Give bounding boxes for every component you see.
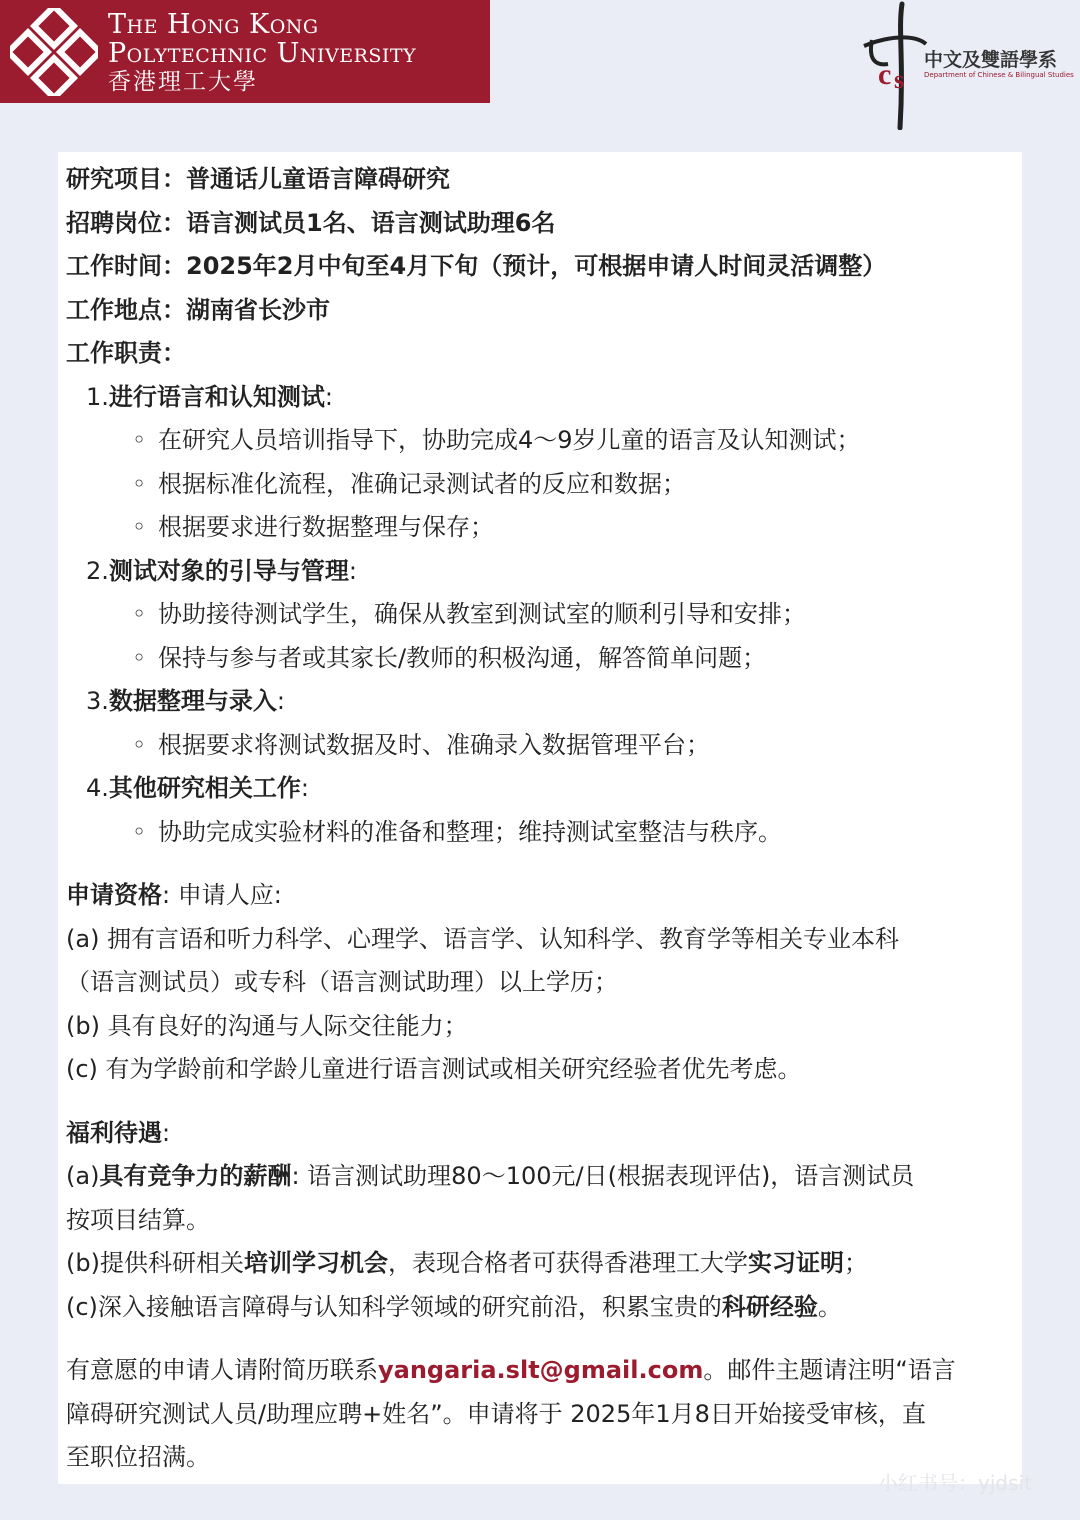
place-value: 湖南省长沙市: [186, 295, 330, 324]
duty-bullet: [66, 593, 1026, 637]
position-row: [66, 202, 1026, 246]
svg-text:c: c: [878, 58, 892, 91]
department-name-en: Department of Chinese & Bilingual Studies: [924, 71, 1074, 79]
project-label: 研究项目：: [66, 165, 186, 193]
duties-heading: 工作职责：: [66, 339, 186, 367]
watermark: 小红书号：yjdsit: [878, 1471, 1032, 1495]
bullet-text: 根据要求将测试数据及时、准确录入数据管理平台；: [158, 730, 710, 759]
duty-bullet: [66, 506, 1026, 550]
benefits-label: 福利待遇: [66, 1118, 162, 1147]
project-row: [66, 158, 1026, 202]
university-name-en-2: Polytechnic University: [108, 38, 417, 69]
duty-3-heading: [66, 680, 1026, 724]
qualification-item: (c) 有为学龄前和学龄儿童进行语言测试或相关研究经验者优先考虑。: [66, 1055, 802, 1083]
bullet-circle-icon: ◦: [132, 469, 147, 498]
contact-email-link[interactable]: yangaria.slt@gmail.com: [378, 1356, 704, 1384]
bullet-circle-icon: ◦: [132, 513, 147, 541]
bullet-text: 保持与参与者或其家长/教师的积极沟通，解答简单问题；: [158, 643, 767, 672]
bullet-text: 根据要求进行数据整理与保存；: [158, 513, 494, 541]
university-name: [108, 10, 416, 96]
position-value: 语言测试员1名、语言测试助理6名: [186, 208, 556, 237]
qualifications-label: 申请资格: [66, 881, 162, 909]
benefit-a-bold: 具有竞争力的薪酬: [99, 1162, 292, 1190]
duty-number: 3.: [86, 687, 109, 715]
duty-4-heading: [66, 767, 1026, 811]
bullet-text: 根据标准化流程，准确记录测试者的反应和数据；: [158, 469, 686, 498]
project-value: 普通话儿童语言障碍研究: [186, 165, 450, 193]
qualification-item: (a) 拥有言语和听力科学、心理学、语言学、认知科学、教育学等相关专业本科: [66, 924, 900, 953]
bullet-circle-icon: ◦: [132, 730, 147, 759]
contact-pre: 有意愿的申请人请附简历联系: [66, 1356, 378, 1384]
contact-line-3: 至职位招满。: [66, 1443, 210, 1471]
duty-bullet: [66, 811, 1026, 855]
bullet-circle-icon: ◦: [132, 426, 147, 454]
contact-line-1: [66, 1349, 1026, 1393]
place-label: 工作地点：: [66, 295, 186, 324]
duty-title: 数据整理与录入: [108, 687, 277, 715]
duty-bullet: [66, 724, 1026, 768]
svg-text:s: s: [894, 65, 905, 94]
benefits-heading: [66, 1112, 1026, 1156]
qualification-item: (b) 具有良好的沟通与人际交往能力；: [66, 1011, 468, 1040]
benefit-item-b: [66, 1242, 1026, 1286]
duty-number: 4.: [86, 774, 109, 802]
benefit-b-end: ；: [843, 1249, 868, 1277]
benefit-c-prefix: (c)深入接触语言障碍与认知科学领域的研究前沿，积累宝贵的: [66, 1292, 722, 1321]
duty-number: 2.: [86, 556, 109, 585]
bullet-circle-icon: ◦: [132, 817, 147, 846]
benefit-item-a-cont: 按项目结算。: [66, 1205, 210, 1234]
benefit-c-bold: 科研经验: [721, 1292, 818, 1321]
benefit-item-a: [66, 1155, 1026, 1199]
time-label: 工作时间：: [66, 252, 186, 280]
benefit-c-end: 。: [817, 1292, 842, 1321]
benefit-b-bold-2: 实习证明: [747, 1249, 844, 1277]
duty-bullet: [66, 463, 1026, 507]
place-row: [66, 289, 1026, 333]
duty-number: 1.: [86, 382, 109, 411]
benefit-a-rest: : 语言测试助理80～100元/日(根据表现评估)，语言测试员: [291, 1162, 915, 1190]
duty-1-heading: [66, 376, 1026, 420]
qualifications-heading: [66, 874, 1026, 918]
bullet-text: 在研究人员培训指导下，协助完成4～9岁儿童的语言及认知测试；: [158, 426, 861, 454]
polyu-logo-icon: [10, 8, 98, 96]
duty-colon: :: [324, 382, 333, 411]
bullet-circle-icon: ◦: [132, 600, 147, 628]
section-spacer: [66, 854, 1026, 874]
university-name-zh: 香港理工大學: [108, 69, 258, 95]
duty-colon: :: [348, 556, 357, 585]
benefit-item-c: [66, 1286, 1026, 1330]
section-spacer: [66, 1092, 1026, 1112]
benefit-b-mid: ，表现合格者可获得香港理工大学: [387, 1249, 748, 1277]
benefit-a-prefix: (a): [66, 1162, 100, 1190]
time-value: 2025年2月中旬至4月下旬（预计，可根据申请人时间灵活调整）: [186, 252, 887, 280]
university-name-en-1: The Hong Kong: [108, 9, 319, 40]
benefits-label-rest: :: [162, 1118, 171, 1147]
duty-colon: :: [276, 687, 285, 715]
contact-post: 。邮件主题请注明“语言: [703, 1356, 956, 1384]
position-label: 招聘岗位：: [66, 208, 186, 237]
duty-bullet: [66, 637, 1026, 681]
qualifications-label-rest: : 申请人应:: [162, 881, 282, 909]
bullet-circle-icon: ◦: [132, 643, 147, 672]
polyu-banner: [0, 0, 490, 103]
duty-bullet: [66, 419, 1026, 463]
time-row: [66, 245, 1026, 289]
duty-2-heading: [66, 550, 1026, 594]
bullet-text: 协助完成实验材料的准备和整理；维持测试室整洁与秩序。: [158, 817, 782, 846]
department-logo: [858, 0, 1073, 130]
benefit-b-prefix: (b)提供科研相关: [66, 1249, 244, 1277]
department-name-zh: 中文及雙語學系: [924, 49, 1058, 71]
qualification-item: （语言测试员）或专科（语言测试助理）以上学历；: [66, 968, 618, 996]
section-spacer: [66, 1329, 1026, 1349]
job-posting: [66, 158, 1026, 1480]
duty-title: 进行语言和认知测试: [108, 382, 325, 411]
bullet-text: 协助接待测试学生，确保从教室到测试室的顺利引导和安排；: [158, 600, 806, 628]
duty-title: 测试对象的引导与管理: [108, 556, 349, 585]
benefit-b-bold-1: 培训学习机会: [243, 1249, 388, 1277]
duty-title: 其他研究相关工作: [108, 774, 301, 802]
duty-colon: :: [300, 774, 309, 802]
contact-line-2: 障碍研究测试人员/助理应聘+姓名”。申请将于 2025年1月8日开始接受审核，直: [66, 1399, 926, 1428]
